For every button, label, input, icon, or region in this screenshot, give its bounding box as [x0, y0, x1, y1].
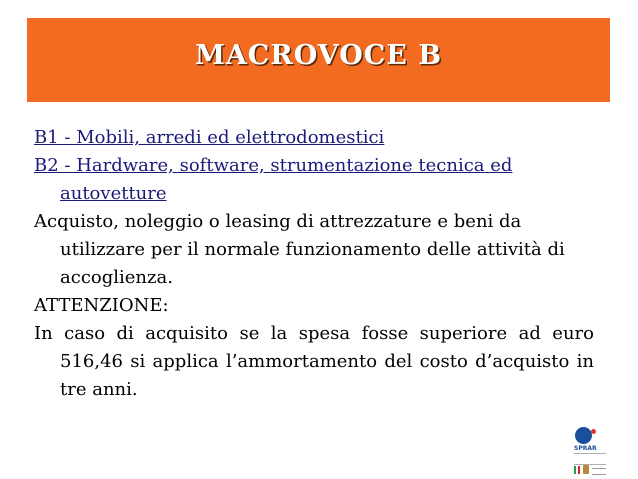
- emblem-icon: [583, 465, 589, 474]
- logo-circle-icon: [575, 427, 592, 444]
- item-b2-link[interactable]: B2 - Hardware, software, strumentazione tecnica ed autovetture: [34, 155, 513, 204]
- logo-caption-lines: [574, 453, 606, 465]
- attention-heading: ATTENZIONE:: [34, 295, 169, 316]
- sprar-logo: [572, 425, 620, 477]
- item-b1-link[interactable]: B1 - Mobili, arredi ed elettrodomestici: [34, 127, 385, 148]
- logo-name: SPRAR: [574, 445, 597, 452]
- logo-dot-icon: [591, 429, 596, 434]
- description-paragraph: Acquisto, noleggio o leasing di attrezzature e beni da utilizzare per il normale funzionamento delle attività di accoglienza.: [34, 211, 565, 288]
- slide-body: [34, 124, 594, 404]
- title-bar: [27, 18, 610, 102]
- italian-flag-icon: [574, 466, 580, 474]
- note-paragraph: In caso di acquisito se la spesa fosse superiore ad euro 516,46 si applica l’ammortamento del costo d’acquisto in tre anni.: [34, 323, 594, 400]
- ministry-caption-lines: [592, 468, 606, 475]
- slide-title: MACROVOCE B: [194, 40, 443, 71]
